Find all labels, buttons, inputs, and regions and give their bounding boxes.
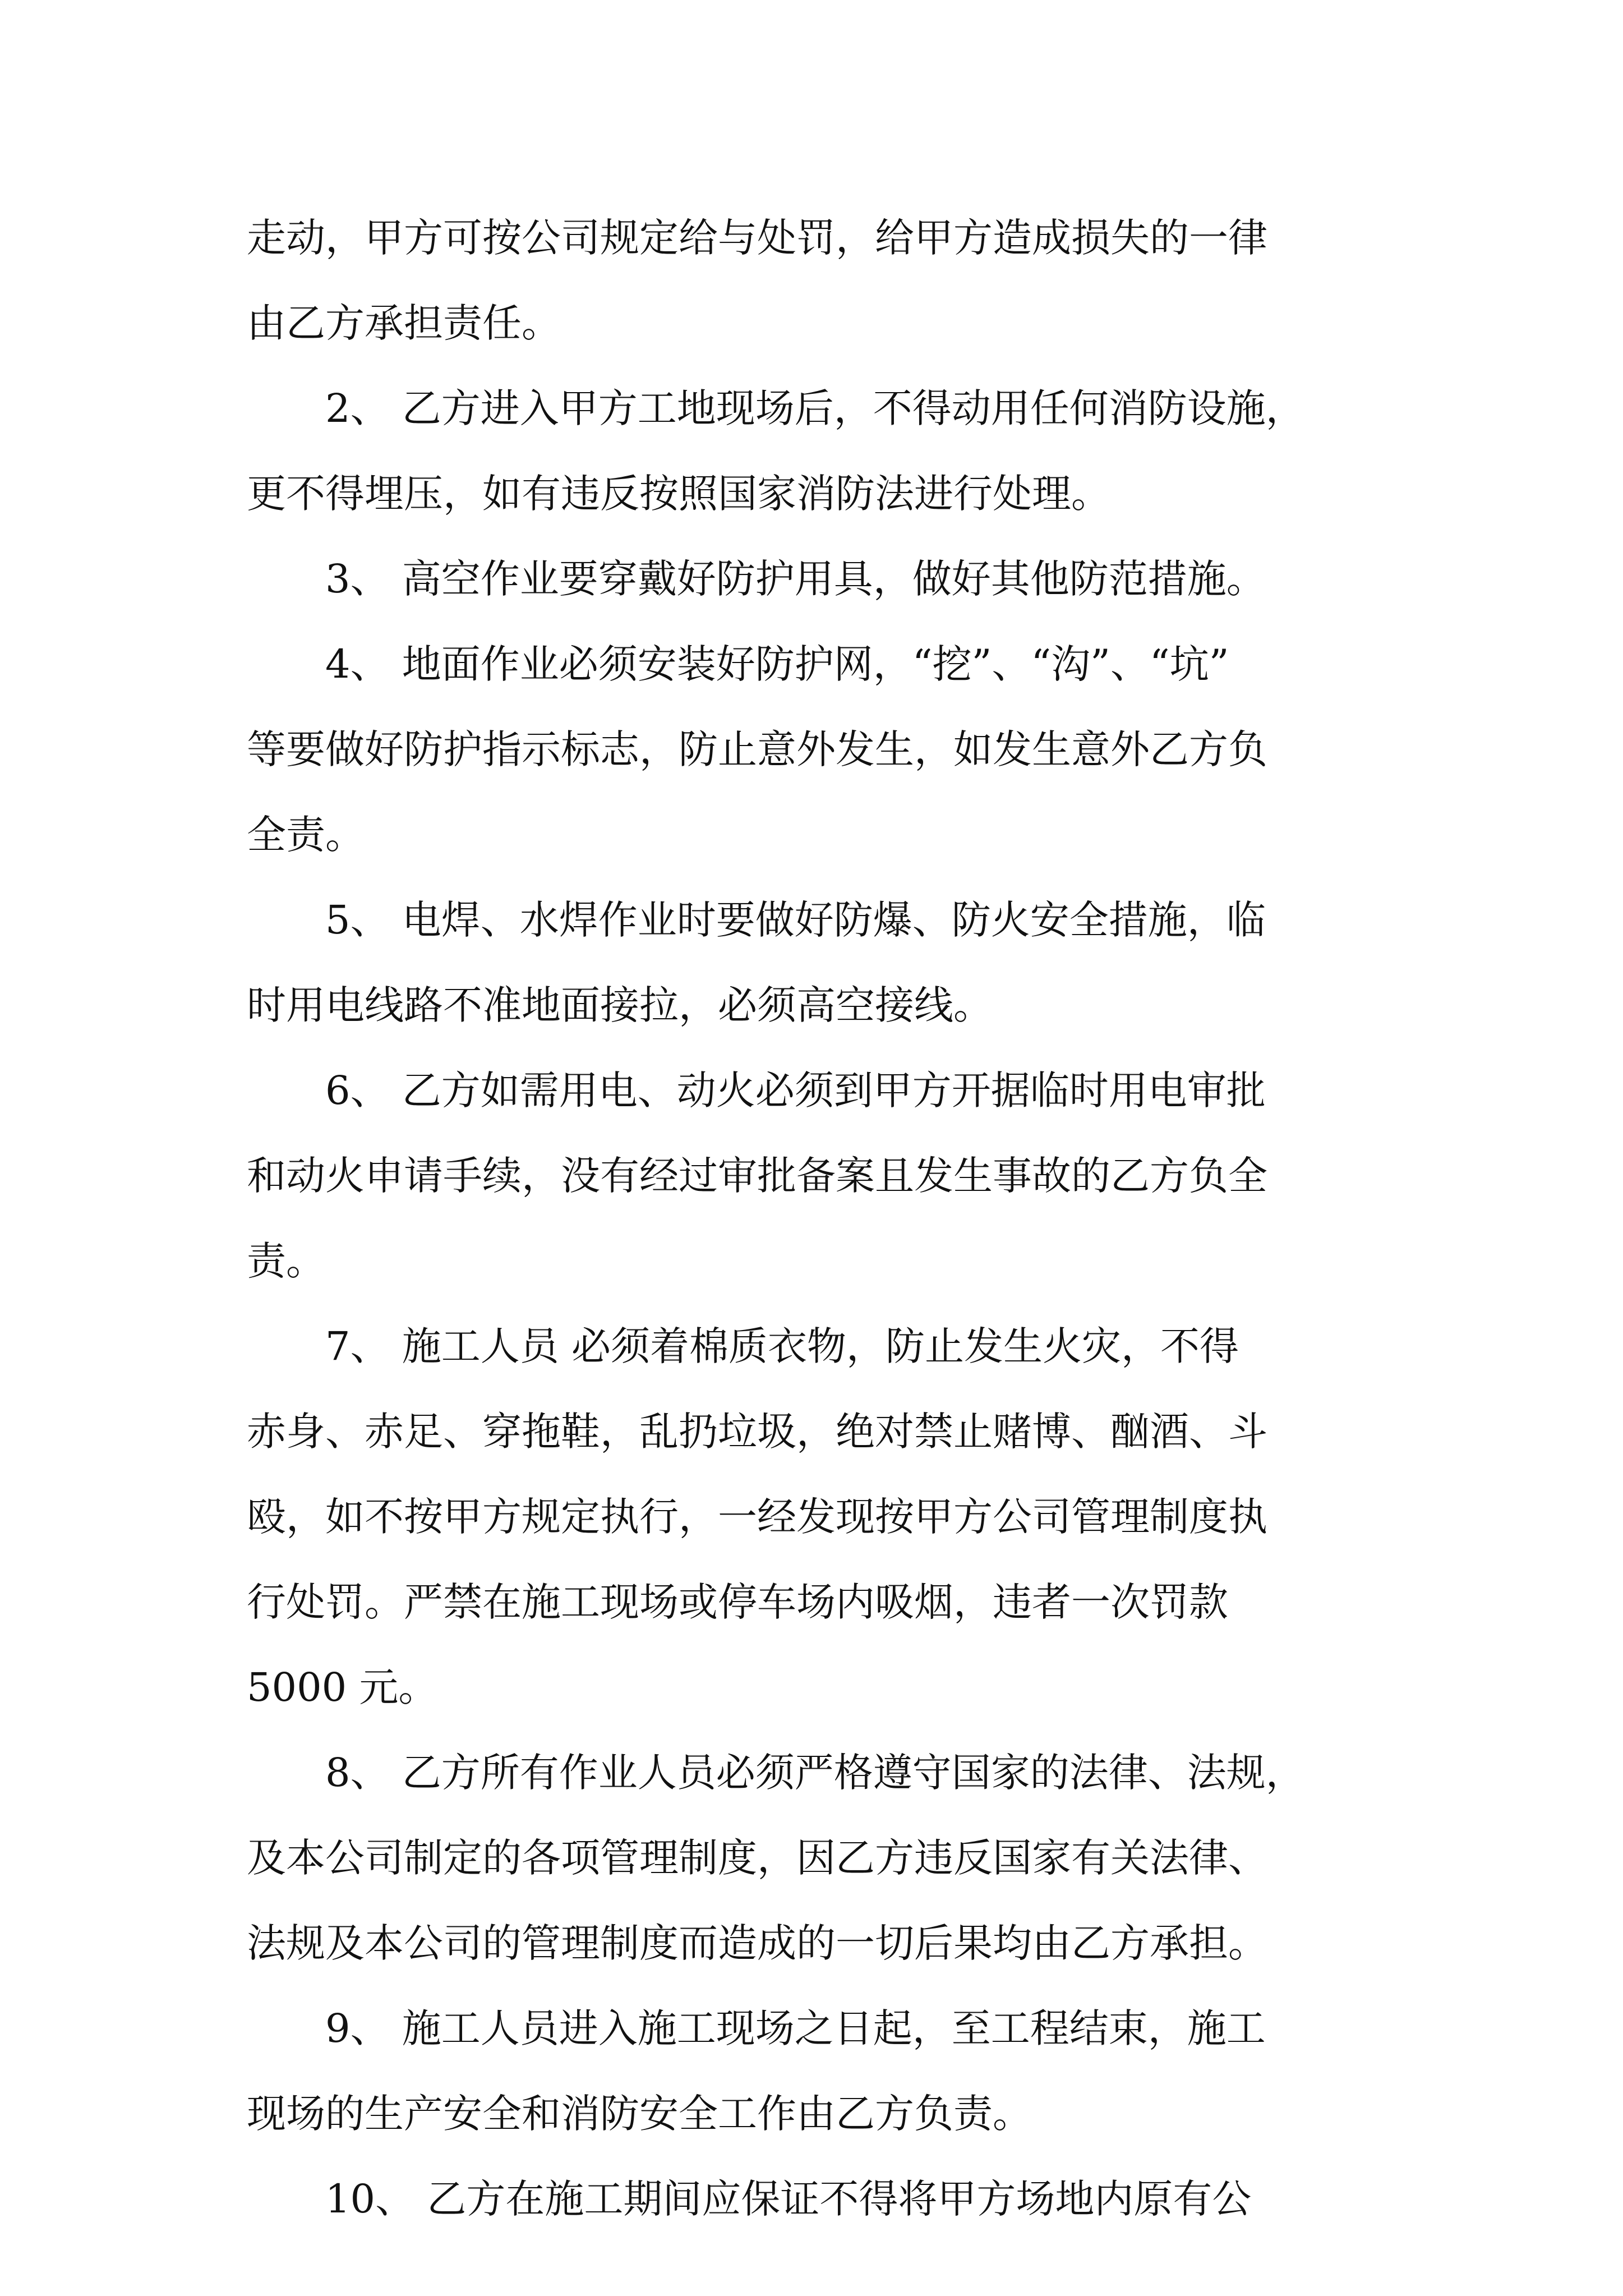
text-line: 及本公司制定的各项管理制度，因乙方违反国家有关法律、 [247,1835,1267,1881]
text-line: 等要做好防护指示标志，防止意外发生，如发生意外乙方负 [247,726,1267,772]
text-line: 更不得埋压，如有违反按照国家消防法进行处理。 [247,471,1110,517]
text-line: 8、 乙方所有作业人员必须严格遵守国家的法律、法规， [325,1750,1305,1796]
text-line: 全责。 [247,812,365,858]
text-line: 由乙方承担责任。 [247,300,561,346]
text-line: 赤身、赤足、穿拖鞋，乱扔垃圾，绝对禁止赌博、酗酒、斗 [247,1409,1267,1455]
text-line: 3、 高空作业要穿戴好防护用具，做好其他防范措施。 [325,556,1266,602]
text-line: 2、 乙方进入甲方工地现场后，不得动用任何消防设施， [325,385,1305,431]
text-line: 责。 [247,1238,325,1284]
text-line: 10、 乙方在施工期间应保证不得将甲方场地内原有公 [325,2176,1252,2222]
document-body [247,195,1441,2242]
text-line: 5、 电焊、水焊作业时要做好防爆、防火安全措施，临 [325,897,1266,943]
text-line: 时用电线路不准地面接拉，必须高空接线。 [247,982,993,1028]
text-line: 和动火申请手续，没有经过审批备案且发生事故的乙方负全 [247,1153,1267,1199]
text-line: 7、 施工人员 必须着棉质衣物，防止发生火灾，不得 [325,1323,1239,1369]
text-line: 5000 元。 [247,1664,438,1710]
text-line: 走动，甲方可按公司规定给与处罚，给甲方造成损失的一律 [247,215,1267,261]
text-line: 行处罚。严禁在施工现场或停车场内吸烟，违者一次罚款 [247,1579,1228,1625]
text-line: 法规及本公司的管理制度而造成的一切后果均由乙方承担。 [247,1920,1267,1966]
text-line: 6、 乙方如需用电、动火必须到甲方开据临时用电审批 [325,1068,1266,1114]
text-line: 4、 地面作业必须安装好防护网，“挖”、“沟”、“坑” [325,641,1229,687]
text-line: 殴，如不按甲方规定执行，一经发现按甲方公司管理制度执 [247,1494,1267,1540]
text-line: 9、 施工人员进入施工现场之日起，至工程结束，施工 [325,2005,1266,2051]
text-line: 现场的生产安全和消防安全工作由乙方负责。 [247,2091,1032,2137]
